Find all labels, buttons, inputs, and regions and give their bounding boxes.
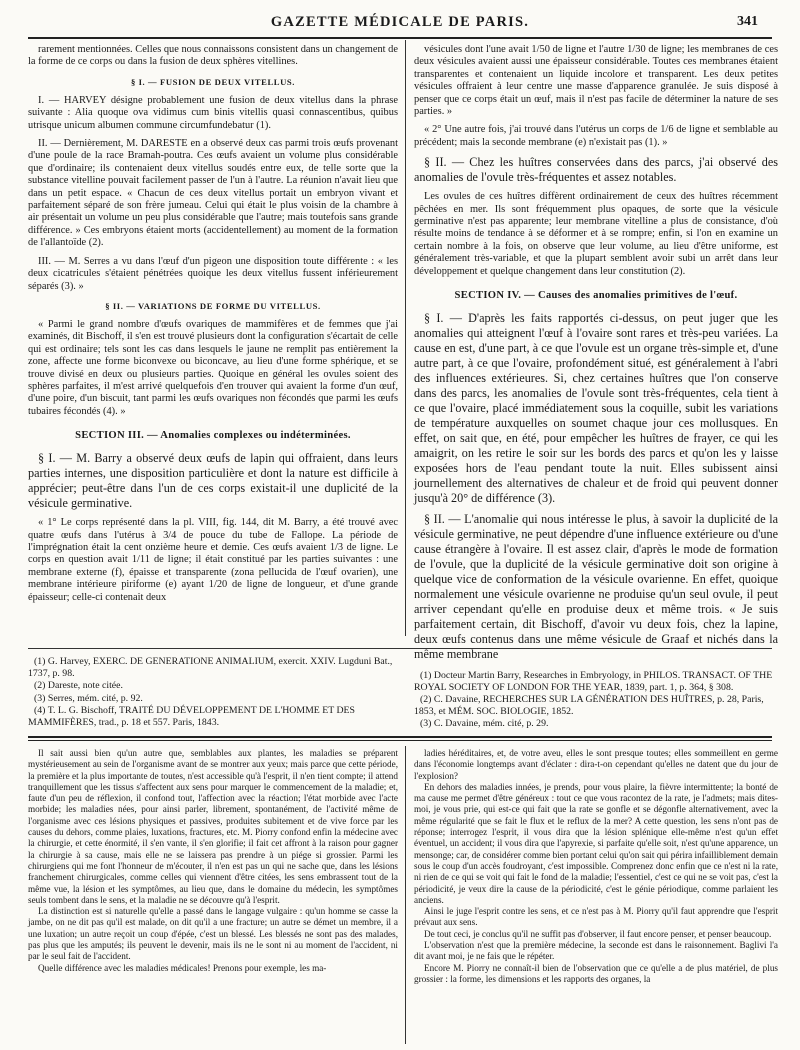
section-title: SECTION IV. — Causes des anomalies primitives de l'œuf.: [454, 290, 738, 302]
feuilleton-paragraph: Ainsi le juge l'esprit contre les sens, et ce n'est pas à M. Piorry qu'il faut apprendre que l'esprit prévaut aux sens.: [414, 906, 778, 928]
paragraph: III. — M. Serres a vu dans l'œuf d'un pigeon une disposition toute différente : « les deux cicatricules s'étaient pénétrées quoique les deux vitellus fussent inférieurement séparés (3). »: [28, 255, 398, 292]
paragraph: § I. — D'après les faits rapportés ci-dessus, on peut juger que les anomalies qui atteignent l'œuf à l'ovaire sont rares et très-peu variées. La cause en est, d'une part, à ce que l'ovule est un organe très-simple et, d'une autre part, à ce que l'ovaire, profondément situé, est généralement à l'abri des influences extérieures. Si, chez certaines huîtres que l'on conserve dans des parcs, les anomalies de l'ovule sont très-fréquentes, cela tient à ce que l'ovaire, placé immédiatement sous la coquille, subit les variations de température auxquelles on soumet chaque jour ces mollusques. En effet, on sait que, en été, pour empêcher les huîtres de frayer, ce qui les amaigrit, on les retire le soir sur les bords des parcs et qu'on les y laisse exposées hors de l'eau pendant toute la nuit. Elles subissent ainsi journellement des alternatives de chaleur et de froid qui peuvent donner jusqu'à 20° de différence (3).: [414, 311, 778, 506]
footnote-rule: [28, 648, 772, 649]
section-heading: § I. — FUSION DE DEUX VITELLUS.: [130, 76, 296, 87]
paragraph: § II. — L'anomalie qui nous intéresse le plus, à savoir la duplicité de la vésicule germinative, ne peut dépendre d'une influence extérieure ou d'une cause étrangère à l'ovaire. Il est assez clair, d'après le mode de formation de l'ovule, que la duplicité de la vésicule germinative doit son origine à quelque vice de conformation de la vésicule ovarienne. En effet, quoique normalement une vésicule ovarienne ne produise qu'un seul ovule, il peut arriver cependant qu'elle en produise deux et même trois. « Je suis parfaitement certain, dit Bischoff, d'avoir vu deux fois, chez la lapine, deux œufs contenus dans une même vésicule de Graaf et nichés dans la même membrane: [414, 512, 778, 662]
left-footnotes: [28, 656, 398, 728]
footnote: (2) Dareste, note citée.: [34, 680, 123, 692]
feuilleton-rule-thin: [28, 740, 772, 741]
paragraph: « 2° Une autre fois, j'ai trouvé dans l'utérus un corps de 1/6 de ligne et semblable au précédent; mais la seconde membrane (e) n'existait pas (1). »: [414, 124, 778, 148]
paragraph: § II. — Chez les huîtres conservées dans des parcs, j'ai observé des anomalies de l'ovule très-fréquentes et assez notables.: [414, 155, 778, 185]
footnote: (3) C. Davaine, mém. cité, p. 29.: [420, 718, 549, 730]
feuilleton-paragraph: ladies héréditaires, et, de votre aveu, elles le sont presque toutes; elles sommeillent en germe dans l'économie longtemps avant d'éclater : dira-t-on cependant qu'elles ne datent que du jour de l'explosion?: [414, 748, 778, 781]
paragraph: vésicules dont l'une avait 1/50 de ligne et l'autre 1/30 de ligne; les membranes de ces deux vésicules avaient aussi une épaisseur considérable. Toutes ces membranes étaient transparentes et contenaient un liquide incolore et transparent. Les deux petites vésicules offraient à leur centre une masse d'apparence granulée. Je suis disposé à penser que ce corps était un œuf, mais il n'est pas facile de déterminer la nature de ses parties. »: [414, 44, 778, 118]
page-header: [28, 10, 772, 34]
feuilleton-paragraph: Encore M. Piorry ne connaît-il bien de l'observation que ce qu'elle a de plus matériel, de plus grossier : la forme, les dimensions et les rapports des organes, la: [414, 962, 778, 984]
column-divider: [405, 40, 406, 636]
paragraph: § I. — M. Barry a observé deux œufs de lapin qui offraient, dans leurs parties internes, une disposition particulière et dont la nature est difficile à apprécier; peut-être dans l'un de ces corps existait-il une duplicité de la vésicule germinative.: [28, 451, 398, 511]
right-footnotes: [414, 670, 778, 728]
feuilleton-left-column: [28, 748, 398, 1044]
paragraph: I. — HARVEY désigne probablement une fusion de deux vitellus dans la phrase suivante : Alia quoque ova vidimus cum binis vitellis quasi connascentibus, quibus utrisque unicum albumen commune circumfundebatur (1).: [28, 94, 398, 131]
section-title: SECTION III. — Anomalies complexes ou indéterminées.: [75, 430, 351, 442]
feuilleton-paragraph: En dehors des maladies innées, je prends, pour vous plaire, la fièvre intermittente; la bonté de ma cause me permet d'être généreux : tout ce que vous racontez de la rate, je l'admets; mais dites-moi, je vous prie, qui est-ce qui fait que la rate se gonfle et se dégonfle alternativement, avec la même régularité que se fait le flux et le reflux de la mer? A cette question, les sens n'ont pas de réponse; interrogez l'esprit, il vous dira que la lésion splénique elle-même n'est qu'un effet éventuel, un accident; il vous dira que l'apyrexie, si parfaite qu'elle soit, n'est qu'une apparence, un mensonge; car, de considérer comme bien portant celui qu'on sait qui périra infailliblement demain sous le coup d'un accès foudroyant, c'est impossible. Comprenez donc enfin que ce n'est ni la rate, ni rien de ce qui se voit qui fait le fond de la maladie; l'essentiel, c'est ce qui ne se voit pas, c'est la périodicité, je veux dire la cause de la périodicité, c'est le génie périodique, comme parlaient les anciens.: [414, 781, 778, 905]
journal-title: GAZETTE MÉDICALE DE PARIS.: [270, 14, 530, 30]
right-article-column: [414, 44, 778, 662]
footnote: (3) Serres, mém. cité, p. 92.: [34, 692, 143, 704]
feuilleton-divider: [405, 746, 406, 1044]
paragraph: II. — Dernièrement, M. DARESTE en a observé deux cas parmi trois œufs provenant d'une poule de la race Bramah-poutra. Ces œufs avaient un volume plus considérable que d'ordinaire; ils contenaient deux vitellus soudés entre eux, de telle sorte que la substance vitelline pouvait facilement passer de l'un à l'autre. La réunion n'avait lieu que dans un petit espace. « Chacun de ces deux vitellus portait un embryon vivant et parfaitement séparé de son frère jumeau. Celui qui était le plus voisin de la chambre à air présentait un volume un peu plus considérable que l'autre; mais toutefois sans grande différence. » Ces embryons étaient morts (accidentellement) au moment de la formation de l'allantoïde (2).: [28, 138, 398, 249]
paragraph: rarement mentionnées. Celles que nous connaissons consistent dans un changement de la forme de ce corps ou dans la fusion de deux sphères vitellines.: [28, 44, 398, 68]
feuilleton-paragraph: Il sait aussi bien qu'un autre que, semblables aux plantes, les maladies se préparent mystérieusement au sein de l'organisme avant de se montrer aux yeux; mais parce que cette période, la première et la plus importante de toutes, n'est accessible qu'à l'esprit, il n'en tient compte; il attend tranquillement que les tissus s'affectent aux sens pour marquer le commencement de la maladie; et, faute d'un peu de réflexion, il confond tout, l'affection avec la réaction; l'état morbide avec l'acte morbide; les maladies nées, pour ainsi parler, librement, spontanément, de l'activité même de l'organisme avec ces lésions physiques et passives, produites subitement et de vive force par les causes du dehors, comme plaies, luxations, fractures, etc. M. Piorry confond enfin la médecine avec la chirurgie, et cette énormité, il s'en vante, il s'en glorifie; il fait cet affront à la raison pour gagner la chirurgie à sa cause, mais elle ne se laissera pas prendre à un piége si grossier. Parmi les chirurgiens qui me font l'honneur de m'écouter, il n'en est pas un qui ne sache que, dans les lésions franchement chirurgicales, comme celles qui viennent d'être citées, les sens embrassent tout de la même vue, la lésion et les symptômes, au lieu que, dans le domaine du médecin, les symptômes seuls tombent dans le sens, et la maladie ne se découvre qu'à l'esprit.: [28, 748, 398, 905]
left-article-column: [28, 44, 398, 620]
footnote: (4) T. L. G. Bischoff, TRAITÉ DU DÉVELOPPEMENT DE L'HOMME ET DES MAMMIFÈRES, trad., p. 18 et 557. Paris, 1843.: [28, 705, 355, 728]
page-number: 341: [737, 14, 758, 29]
feuilleton-paragraph: L'observation n'est que la première médecine, la seconde est dans le raisonnement. Baglivi l'a dit avant moi, je ne fais que le répéter.: [414, 940, 778, 962]
feuilleton-paragraph: De tout ceci, je conclus qu'il ne suffit pas d'observer, il faut encore penser, et penser beaucoup.: [424, 928, 772, 939]
footnote: (2) C. Davaine, RECHERCHES SUR LA GÉNÉRATION DES HUÎTRES, p. 28, Paris, 1853, et MÉM. SOC. BIOLOGIE, 1852.: [414, 694, 764, 717]
footnote: (1) G. Harvey, EXERC. DE GENERATIONE ANIMALIUM, exercit. XXIV. Lugduni Bat., 1737, p. 98.: [28, 656, 393, 679]
feuilleton-right-column: [414, 748, 778, 1044]
header-rule: [28, 37, 772, 39]
feuilleton-paragraph: La distinction est si naturelle qu'elle a passé dans le langage vulgaire : qu'un homme se casse la jambe, on ne dit pas qu'il est malade, on dit qu'il a une fracture; un autre se démet un membre, il a une luxation; un autre reçoit un coup d'épée, c'est un blessé. Les blessés ne sont pas des malades, pas plus que les amputés; ils peuvent le devenir, mais ils ne le sont ni au moment de l'accident, ni par le seul fait de l'accident.: [28, 906, 398, 962]
paragraph: Les ovules de ces huîtres diffèrent ordinairement de ceux des huîtres récemment pêchées en mer. Ils sont fréquemment plus opaques, de sorte que la vésicule germinative n'est pas apparente; leur membrane vitelline a plus de consistance, d'où résulte moins de tendance à se déformer et à se rompre; enfin, si l'on en examine un certain nombre à la fois, on observe que leur volume, au lieu d'être uniforme, est généralement très-variable, et que la plupart semblent avoir subi un arrêt dans leur développement et quelque changement dans leur constitution (2).: [414, 191, 778, 277]
paragraph: « Parmi le grand nombre d'œufs ovariques de mammifères et de femmes que j'ai examinés, dit Bischoff, il s'en est trouvé plusieurs dont la configuration s'écartait de celle qui est ordinaire; tels sont les cas dans lesquels le jaune ne remplit pas entièrement la zone, affecte une forme biconvexe ou biconcave, au lieu d'une forme sphérique, et se trouve divisé en deux ou plusieurs parties. Quoique en général les ovules soient des sphères parfaites, il m'est arrivé quelquefois d'en trouver qui avaient la forme d'un œuf, d'une poire, d'un biscuit, tant parmi les œufs ovariques non fécondés que parmi les œufs tubaires fécondés (4). »: [28, 318, 398, 417]
footnote: (1) Docteur Martin Barry, Researches in Embryology, in PHILOS. TRANSACT. OF THE ROYAL SOCIETY OF LONDON FOR THE YEAR, 1839, part. 1, p. 364, § 308.: [414, 670, 773, 693]
feuilleton-paragraph: Quelle différence avec les maladies médicales! Prenons pour exemple, les ma-: [38, 962, 327, 973]
feuilleton-rule: [28, 736, 772, 738]
paragraph: « 1° Le corps représenté dans la pl. VIII, fig. 144, dit M. Barry, a été trouvé avec quatre œufs dans l'utérus à 3/4 de pouce du tube de Fallope. La période de l'imprégnation était la cent onzième heure et demie. Ces œufs avaient 1/3 de ligne. Le corps en question avait 1/11 de ligne; il était constitué par les parties suivantes : une membrane externe (f), épaisse et transparente (zona pellucida de l'œuf ovarien), une membrane intérieure piriforme (e) ayant 1/20 de ligne de longueur, et d'une grande épaisseur; celle-ci contenait deux: [28, 517, 398, 603]
section-heading: § II. — VARIATIONS DE FORME DU VITELLUS.: [105, 300, 321, 311]
